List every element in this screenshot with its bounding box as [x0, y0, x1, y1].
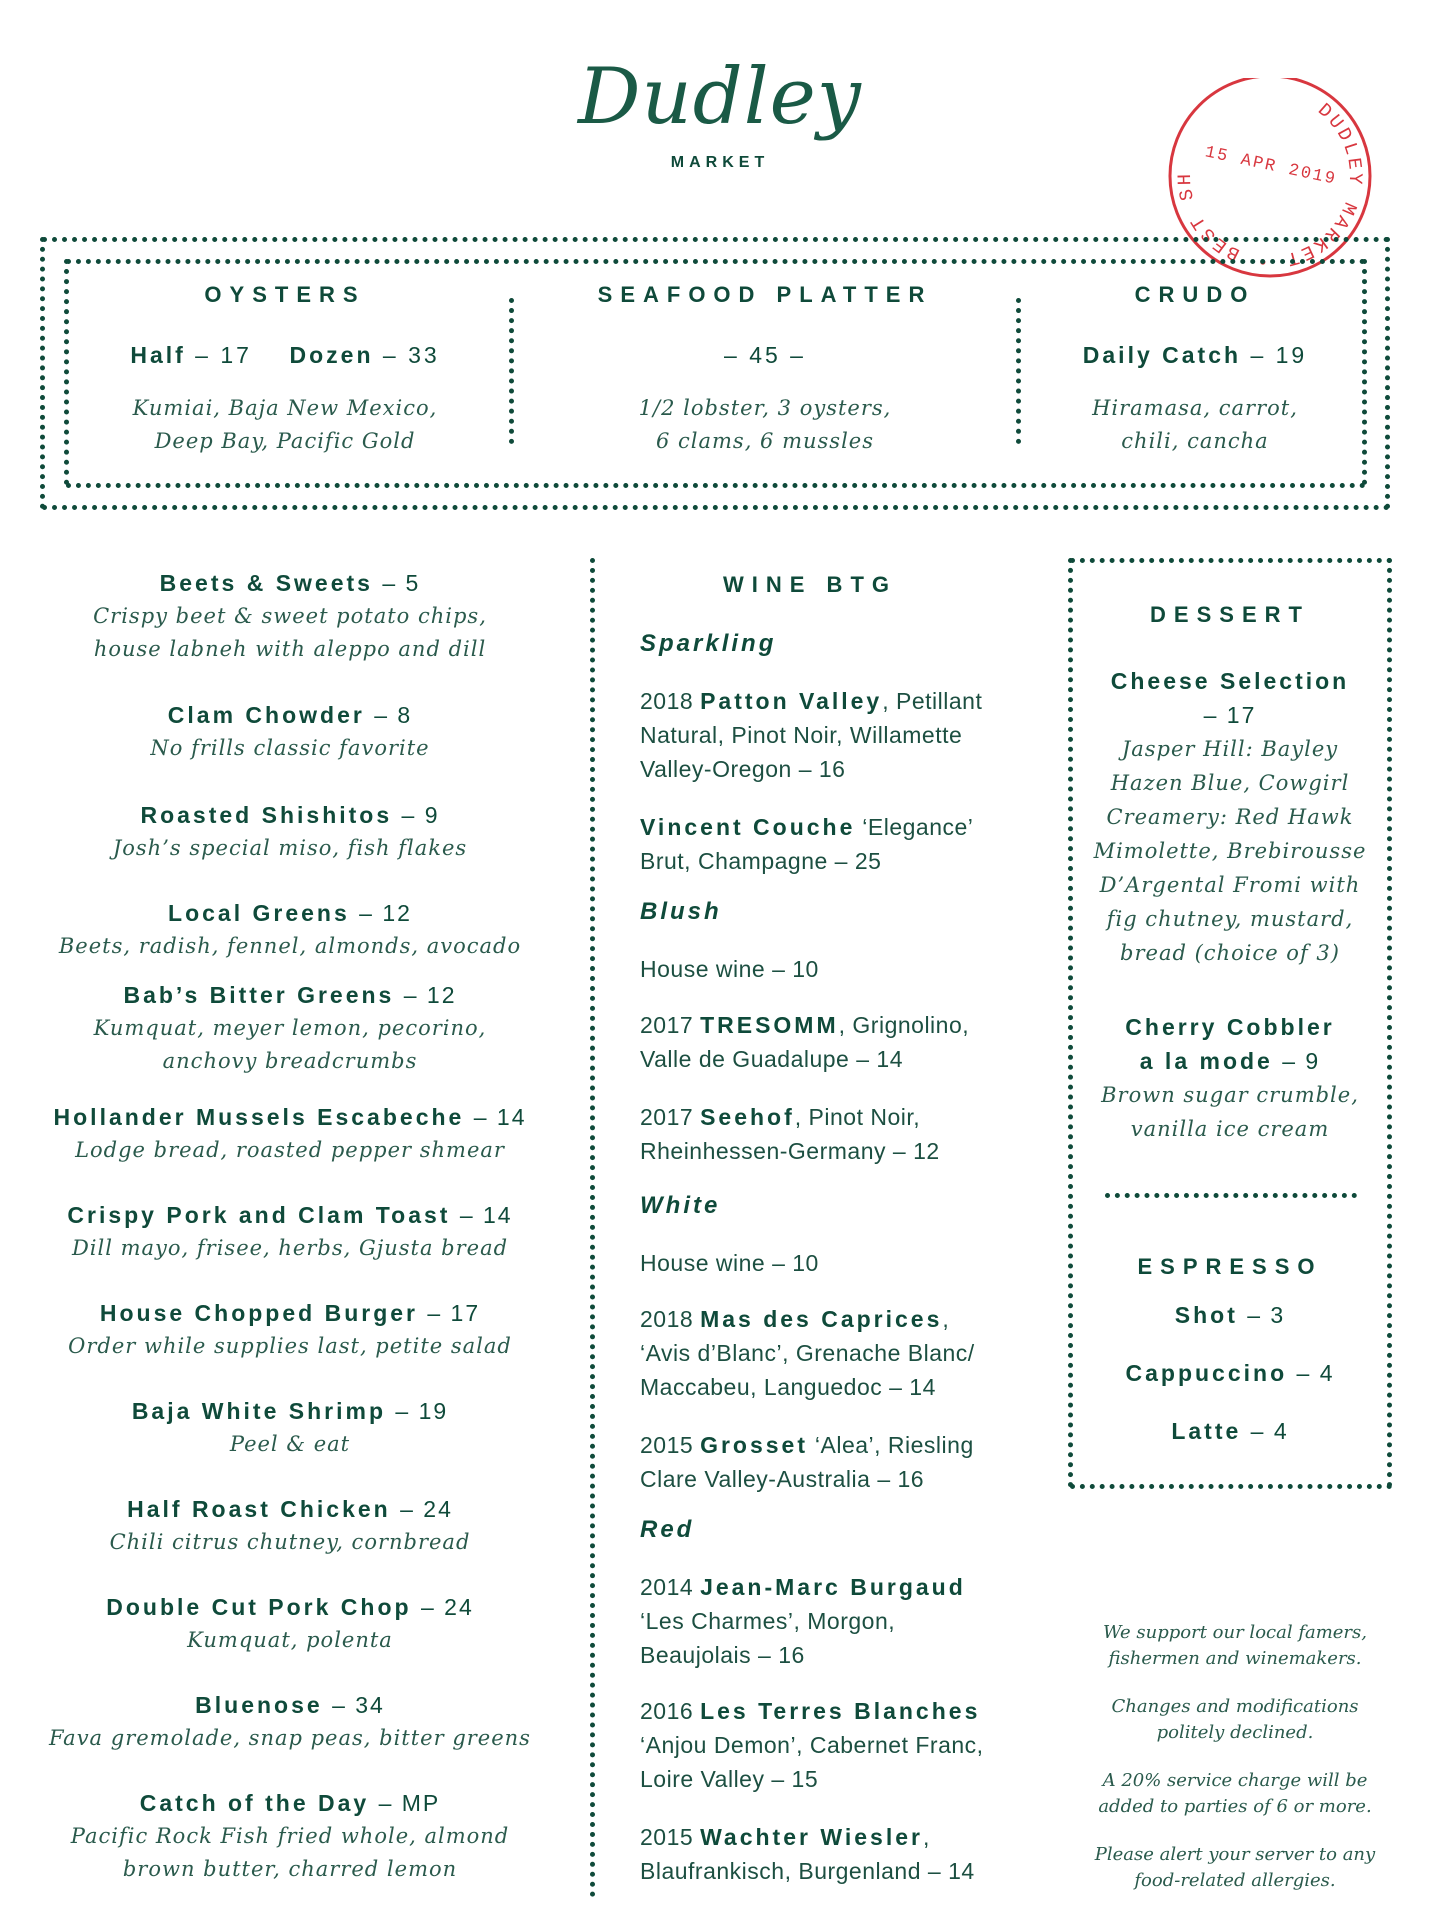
menu-item: [40, 1786, 540, 1886]
column-divider: [1016, 298, 1021, 444]
menu-item-desc: [40, 930, 540, 963]
wine-name: Jean-Marc Burgaud: [700, 1574, 966, 1600]
cheese-selection: [1080, 664, 1380, 970]
note-line: added to parties of 6 or more.: [1098, 1796, 1372, 1817]
platter-section: [540, 282, 990, 458]
menu-item-desc: [40, 1012, 540, 1078]
menu-item-title: [40, 896, 540, 930]
menu-item-name: Bab’s Bitter Greens: [123, 982, 395, 1008]
wine-name: TRESOMM: [700, 1012, 839, 1038]
wine-detail: Maccabeu, Languedoc – 14: [640, 1374, 936, 1400]
wine-entry: [640, 1820, 1020, 1888]
wine-year: 2018: [640, 688, 701, 714]
wine-detail: ‘Les Charmes’, Morgon,: [640, 1608, 896, 1634]
espresso-section: [1080, 1254, 1380, 1280]
dessert-section: [1080, 602, 1380, 628]
wine-detail: Clare Valley-Australia – 16: [640, 1466, 925, 1492]
menu-item-title: [40, 1394, 540, 1428]
cheese-desc-line: Mimolette, Brebirousse: [1093, 839, 1367, 863]
crudo-desc-line: chili, cancha: [1121, 429, 1269, 453]
wine-detail: ‘Anjou Demon’, Cabernet Franc,: [640, 1732, 984, 1758]
note-local: [1080, 1620, 1390, 1672]
cheese-title: Cheese Selection: [1110, 668, 1350, 694]
espresso-name: Latte: [1171, 1418, 1242, 1444]
cobbler-desc-line: Brown sugar crumble,: [1101, 1083, 1359, 1107]
menu-item-desc-line: Order while supplies last, petite salad: [68, 1334, 512, 1358]
cheese-desc-line: D’Argental Fromi with: [1099, 873, 1361, 897]
menu-item-desc-line: anchovy breadcrumbs: [162, 1049, 418, 1073]
wine-detail: Rheinhessen-Germany – 12: [640, 1138, 940, 1164]
wine-detail: , Grignolino,: [838, 1012, 970, 1038]
menu-item-desc-line: Kumquat, polenta: [187, 1628, 393, 1652]
menu-item-price: – 24: [420, 1594, 474, 1620]
menu-item-title: [40, 1100, 540, 1134]
dessert-espresso-divider: [1105, 1193, 1357, 1198]
menu-item-title: [40, 978, 540, 1012]
wine-year: 2018: [640, 1306, 701, 1332]
wine-detail: Blaufrankisch, Burgenland – 14: [640, 1858, 975, 1884]
wine-year: 2016: [640, 1698, 701, 1724]
menu-item: [40, 1198, 540, 1265]
cheese-desc-line: Creamery: Red Hawk: [1106, 805, 1354, 829]
dessert-box-border: [1387, 558, 1392, 1488]
note-service-charge: [1080, 1768, 1390, 1820]
wine-year: 2015: [640, 1824, 701, 1850]
wine-detail: Valle de Guadalupe – 14: [640, 1046, 903, 1072]
wine-detail: House wine – 10: [640, 956, 819, 982]
wine-detail: , Pinot Noir,: [794, 1104, 921, 1130]
menu-item: [40, 798, 540, 865]
wine-detail: Valley-Oregon – 16: [640, 756, 846, 782]
espresso-title: ESPRESSO: [1137, 1254, 1323, 1279]
top-box-border: [42, 505, 1390, 510]
menu-item-name: Double Cut Pork Chop: [106, 1594, 412, 1620]
wine-name: Grosset: [700, 1432, 808, 1458]
crudo-title: CRUDO: [1134, 282, 1256, 307]
wine-detail: Brut, Champagne – 25: [640, 848, 882, 874]
top-box-inner-border: [66, 483, 1366, 488]
stamp-seal: [1155, 78, 1385, 278]
wine-blush-heading: Blush: [640, 898, 722, 925]
menu-item-price: – 19: [395, 1398, 449, 1424]
menu-item-desc-line: house labneh with aleppo and dill: [93, 637, 487, 661]
menu-item-name: Hollander Mussels Escabeche: [53, 1104, 465, 1130]
menu-item-desc-line: No frills classic favorite: [150, 736, 430, 760]
note-line: A 20% service charge will be: [1102, 1770, 1368, 1791]
menu-item-price: – 12: [359, 900, 412, 926]
logo-script: Dudley: [578, 52, 862, 142]
menu-item-desc-line: Josh’s special miso, fish flakes: [112, 836, 468, 860]
wine-year: 2015: [640, 1432, 701, 1458]
espresso-item: [1080, 1302, 1380, 1329]
wine-year: 2017: [640, 1012, 701, 1038]
cobbler-title-line2: [1080, 1044, 1380, 1078]
wine-detail: Beaujolais – 16: [640, 1642, 805, 1668]
wine-entry: [640, 1428, 1020, 1496]
crudo-line: [1040, 342, 1350, 386]
wine-name: Seehof: [700, 1104, 795, 1130]
crudo-desc: [1040, 392, 1350, 458]
crudo-price: – 19: [1250, 342, 1308, 368]
wine-name: Mas des Caprices: [700, 1306, 943, 1332]
top-box-inner-border: [64, 259, 69, 485]
menu-item-name: Beets & Sweets: [159, 570, 373, 596]
top-box-border: [1385, 237, 1390, 509]
wine-year: 2014: [640, 1574, 701, 1600]
menu-item: [40, 896, 540, 963]
espresso-price: – 3: [1247, 1302, 1286, 1328]
wine-name: Les Terres Blanches: [700, 1698, 981, 1724]
column-divider: [509, 298, 514, 444]
platter-title: SEAFOOD PLATTER: [597, 282, 933, 307]
menu-item-desc: [40, 600, 540, 666]
espresso-price: – 4: [1296, 1360, 1335, 1386]
oysters-half-price: – 17: [195, 342, 252, 368]
menu-item-desc-line: Dill mayo, frisee, herbs, Gjusta bread: [71, 1236, 509, 1260]
menu-item-desc: [40, 1428, 540, 1461]
menu-item-title: [40, 1296, 540, 1330]
top-box-inner-border: [66, 259, 1366, 264]
dessert-box-border: [1070, 558, 1392, 563]
note-line: We support our local famers,: [1103, 1622, 1367, 1643]
menu-item: [40, 978, 540, 1078]
menu-item-name: Clam Chowder: [167, 702, 365, 728]
wine-detail: ‘Avis d’Blanc’, Grenache Blanc/: [640, 1340, 975, 1366]
menu-item-desc: [40, 1232, 540, 1265]
wine-title: WINE BTG: [723, 572, 897, 597]
menu-item-price: – 14: [473, 1104, 527, 1130]
menu-item-desc: [40, 1330, 540, 1363]
menu-item-name: Baja White Shrimp: [131, 1398, 387, 1424]
menu-item: [40, 1100, 540, 1167]
menu-item: [40, 1590, 540, 1657]
platter-price: – 45 –: [724, 342, 806, 368]
wine-entry: [640, 1570, 1020, 1672]
note-modifications: [1080, 1694, 1390, 1746]
dessert-title: DESSERT: [1150, 602, 1310, 627]
cobbler-desc: [1080, 1078, 1380, 1146]
menu-item-price: – 8: [374, 702, 413, 728]
cheese-desc-line: bread (choice of 3): [1120, 941, 1340, 965]
menu-item-desc: [40, 1820, 540, 1886]
note-line: Please alert your server to any: [1094, 1844, 1376, 1865]
menu-item-title: [40, 566, 540, 600]
cheese-desc-line: fig chutney, mustard,: [1106, 907, 1354, 931]
wine-detail: Loire Valley – 15: [640, 1766, 819, 1792]
menu-item-name: Catch of the Day: [139, 1790, 370, 1816]
wine-name: Patton Valley: [700, 688, 883, 714]
menu-item-desc-line: brown butter, charred lemon: [122, 1857, 458, 1881]
menu-item-name: House Chopped Burger: [99, 1300, 418, 1326]
note-line: Changes and modifications: [1111, 1696, 1359, 1717]
wine-entry: [640, 1246, 1020, 1280]
cobbler-price: – 9: [1282, 1048, 1321, 1074]
menu-item-title: [40, 1198, 540, 1232]
platter-desc: [540, 392, 990, 458]
menu-item: [40, 1688, 540, 1755]
cobbler-title-suffix: a la mode: [1139, 1048, 1273, 1074]
dessert-box-border: [1068, 558, 1073, 1488]
cheese-price: – 17: [1203, 702, 1257, 728]
top-box-inner-border: [1362, 259, 1367, 485]
espresso-name: Shot: [1174, 1302, 1238, 1328]
cheese-desc: [1080, 732, 1380, 970]
menu-item-desc-line: Chili citrus chutney, cornbread: [109, 1530, 471, 1554]
menu-item-title: [40, 1688, 540, 1722]
menu-item-desc-line: Pacific Rock Fish fried whole, almond: [70, 1824, 510, 1848]
menu-item-price: – 5: [382, 570, 421, 596]
oysters-prices: [80, 342, 490, 386]
menu-item-name: Crispy Pork and Clam Toast: [67, 1202, 451, 1228]
menu-item-title: [40, 698, 540, 732]
crudo-label: Daily Catch: [1082, 342, 1242, 368]
wine-detail: , Petillant: [882, 688, 983, 714]
menu-item: [40, 698, 540, 765]
platter-desc-line: 1/2 lobster, 3 oysters,: [638, 396, 892, 420]
logo: [560, 42, 870, 192]
wine-name: Wachter Wiesler: [700, 1824, 923, 1850]
menu-item-desc: [40, 832, 540, 865]
menu-item-desc: [40, 1624, 540, 1657]
oysters-desc: [80, 392, 490, 458]
oysters-desc-line: Kumiai, Baja New Mexico,: [132, 396, 438, 420]
menu-item-name: Local Greens: [168, 900, 350, 926]
menu-item: [40, 1296, 540, 1363]
note-allergies: [1080, 1842, 1390, 1894]
menu-item-title: [40, 1492, 540, 1526]
menu-item-desc-line: Peel & eat: [229, 1432, 351, 1456]
stamp-ring-text: DUDLEY MARKET • BEST SH: [1173, 98, 1367, 273]
menu-item-desc: [40, 732, 540, 765]
espresso-item: [1080, 1418, 1380, 1445]
wine-white-heading: White: [640, 1192, 721, 1219]
cheese-desc-line: Jasper Hill: Bayley: [1121, 737, 1339, 761]
menu-item-price: – 24: [400, 1496, 453, 1522]
menu-item: [40, 1394, 540, 1461]
menu-item-desc-line: Crispy beet & sweet potato chips,: [93, 604, 487, 628]
menu-item-desc: [40, 1526, 540, 1559]
wine-detail: Natural, Pinot Noir, Willamette: [640, 722, 963, 748]
menu-item-price: – MP: [378, 1790, 441, 1816]
menu-item-title: [40, 1590, 540, 1624]
wine-detail: ,: [922, 1824, 930, 1850]
menu-item-price: – 14: [459, 1202, 513, 1228]
date-stamp: [1155, 78, 1385, 278]
wine-detail: ‘Alea’, Riesling: [808, 1432, 974, 1458]
crudo-desc-line: Hiramasa, carrot,: [1092, 396, 1298, 420]
wine-year: 2017: [640, 1104, 701, 1130]
menu-item-price: – 12: [403, 982, 457, 1008]
top-box-border: [40, 237, 45, 509]
top-box-border: [42, 237, 1390, 242]
menu-item-title: [40, 1786, 540, 1820]
oysters-dozen-price: – 33: [382, 342, 440, 368]
menu-item-desc-line: Beets, radish, fennel, almonds, avocado: [58, 934, 522, 958]
cobbler-desc-line: vanilla ice cream: [1130, 1117, 1330, 1141]
wine-entry: [640, 1008, 1020, 1076]
menu-item-desc-line: Fava gremolade, snap peas, bitter greens: [49, 1726, 531, 1750]
dessert-box-border: [1070, 1484, 1392, 1489]
wine-detail: House wine – 10: [640, 1250, 819, 1276]
wine-detail: ,: [942, 1306, 950, 1332]
wine-detail: ‘Elegance’: [855, 814, 974, 840]
logo-subtitle: MARKET: [670, 154, 770, 171]
menu-item-name: Half Roast Chicken: [127, 1496, 391, 1522]
oysters-half-label: Half: [130, 342, 186, 368]
oysters-section: [80, 282, 490, 458]
menu-item: [40, 566, 540, 666]
note-line: politely declined.: [1156, 1722, 1314, 1743]
oysters-dozen-label: Dozen: [289, 342, 374, 368]
cherry-cobbler: [1080, 1010, 1380, 1146]
menu-item-name: Roasted Shishitos: [140, 802, 393, 828]
wine-entry: [640, 1694, 1020, 1796]
menu-item-price: – 34: [332, 1692, 385, 1718]
oysters-desc-line: Deep Bay, Pacific Gold: [154, 429, 416, 453]
menu-item-desc: [40, 1722, 540, 1755]
platter-desc-line: 6 clams, 6 mussles: [655, 429, 875, 453]
menu-item-price: – 9: [401, 802, 440, 828]
menu-item-name: Bluenose: [195, 1692, 323, 1718]
menu-item-desc-line: Kumquat, meyer lemon, pecorino,: [93, 1016, 487, 1040]
cobbler-title: Cherry Cobbler: [1125, 1014, 1335, 1040]
note-line: food-related allergies.: [1134, 1870, 1336, 1891]
oysters-title: OYSTERS: [204, 282, 366, 307]
wine-entry: [640, 952, 1020, 986]
menu-item: [40, 1492, 540, 1559]
menu-item-title: [40, 798, 540, 832]
wine-entry: [640, 1302, 1020, 1404]
cheese-desc-line: Hazen Blue, Cowgirl: [1110, 771, 1350, 795]
menu-item-price: – 17: [427, 1300, 481, 1326]
wine-name: Vincent Couche: [640, 814, 856, 840]
stamp-date: 15 APR 2019: [1203, 143, 1339, 190]
wine-entry: [640, 1100, 1020, 1168]
espresso-name: Cappuccino: [1125, 1360, 1288, 1386]
espresso-item: [1080, 1360, 1380, 1387]
menu-item-desc-line: Lodge bread, roasted pepper shmear: [75, 1138, 505, 1162]
note-line: fishermen and winemakers.: [1108, 1648, 1362, 1669]
espresso-price: – 4: [1250, 1418, 1289, 1444]
wine-sparkling-heading: Sparkling: [640, 630, 777, 657]
crudo-section: [1040, 282, 1350, 458]
menu-item-desc: [40, 1134, 540, 1167]
wine-divider: [590, 558, 595, 1898]
wine-red-heading: Red: [640, 1516, 695, 1543]
wine-entry: [640, 684, 1020, 786]
wine-entry: [640, 810, 1020, 878]
